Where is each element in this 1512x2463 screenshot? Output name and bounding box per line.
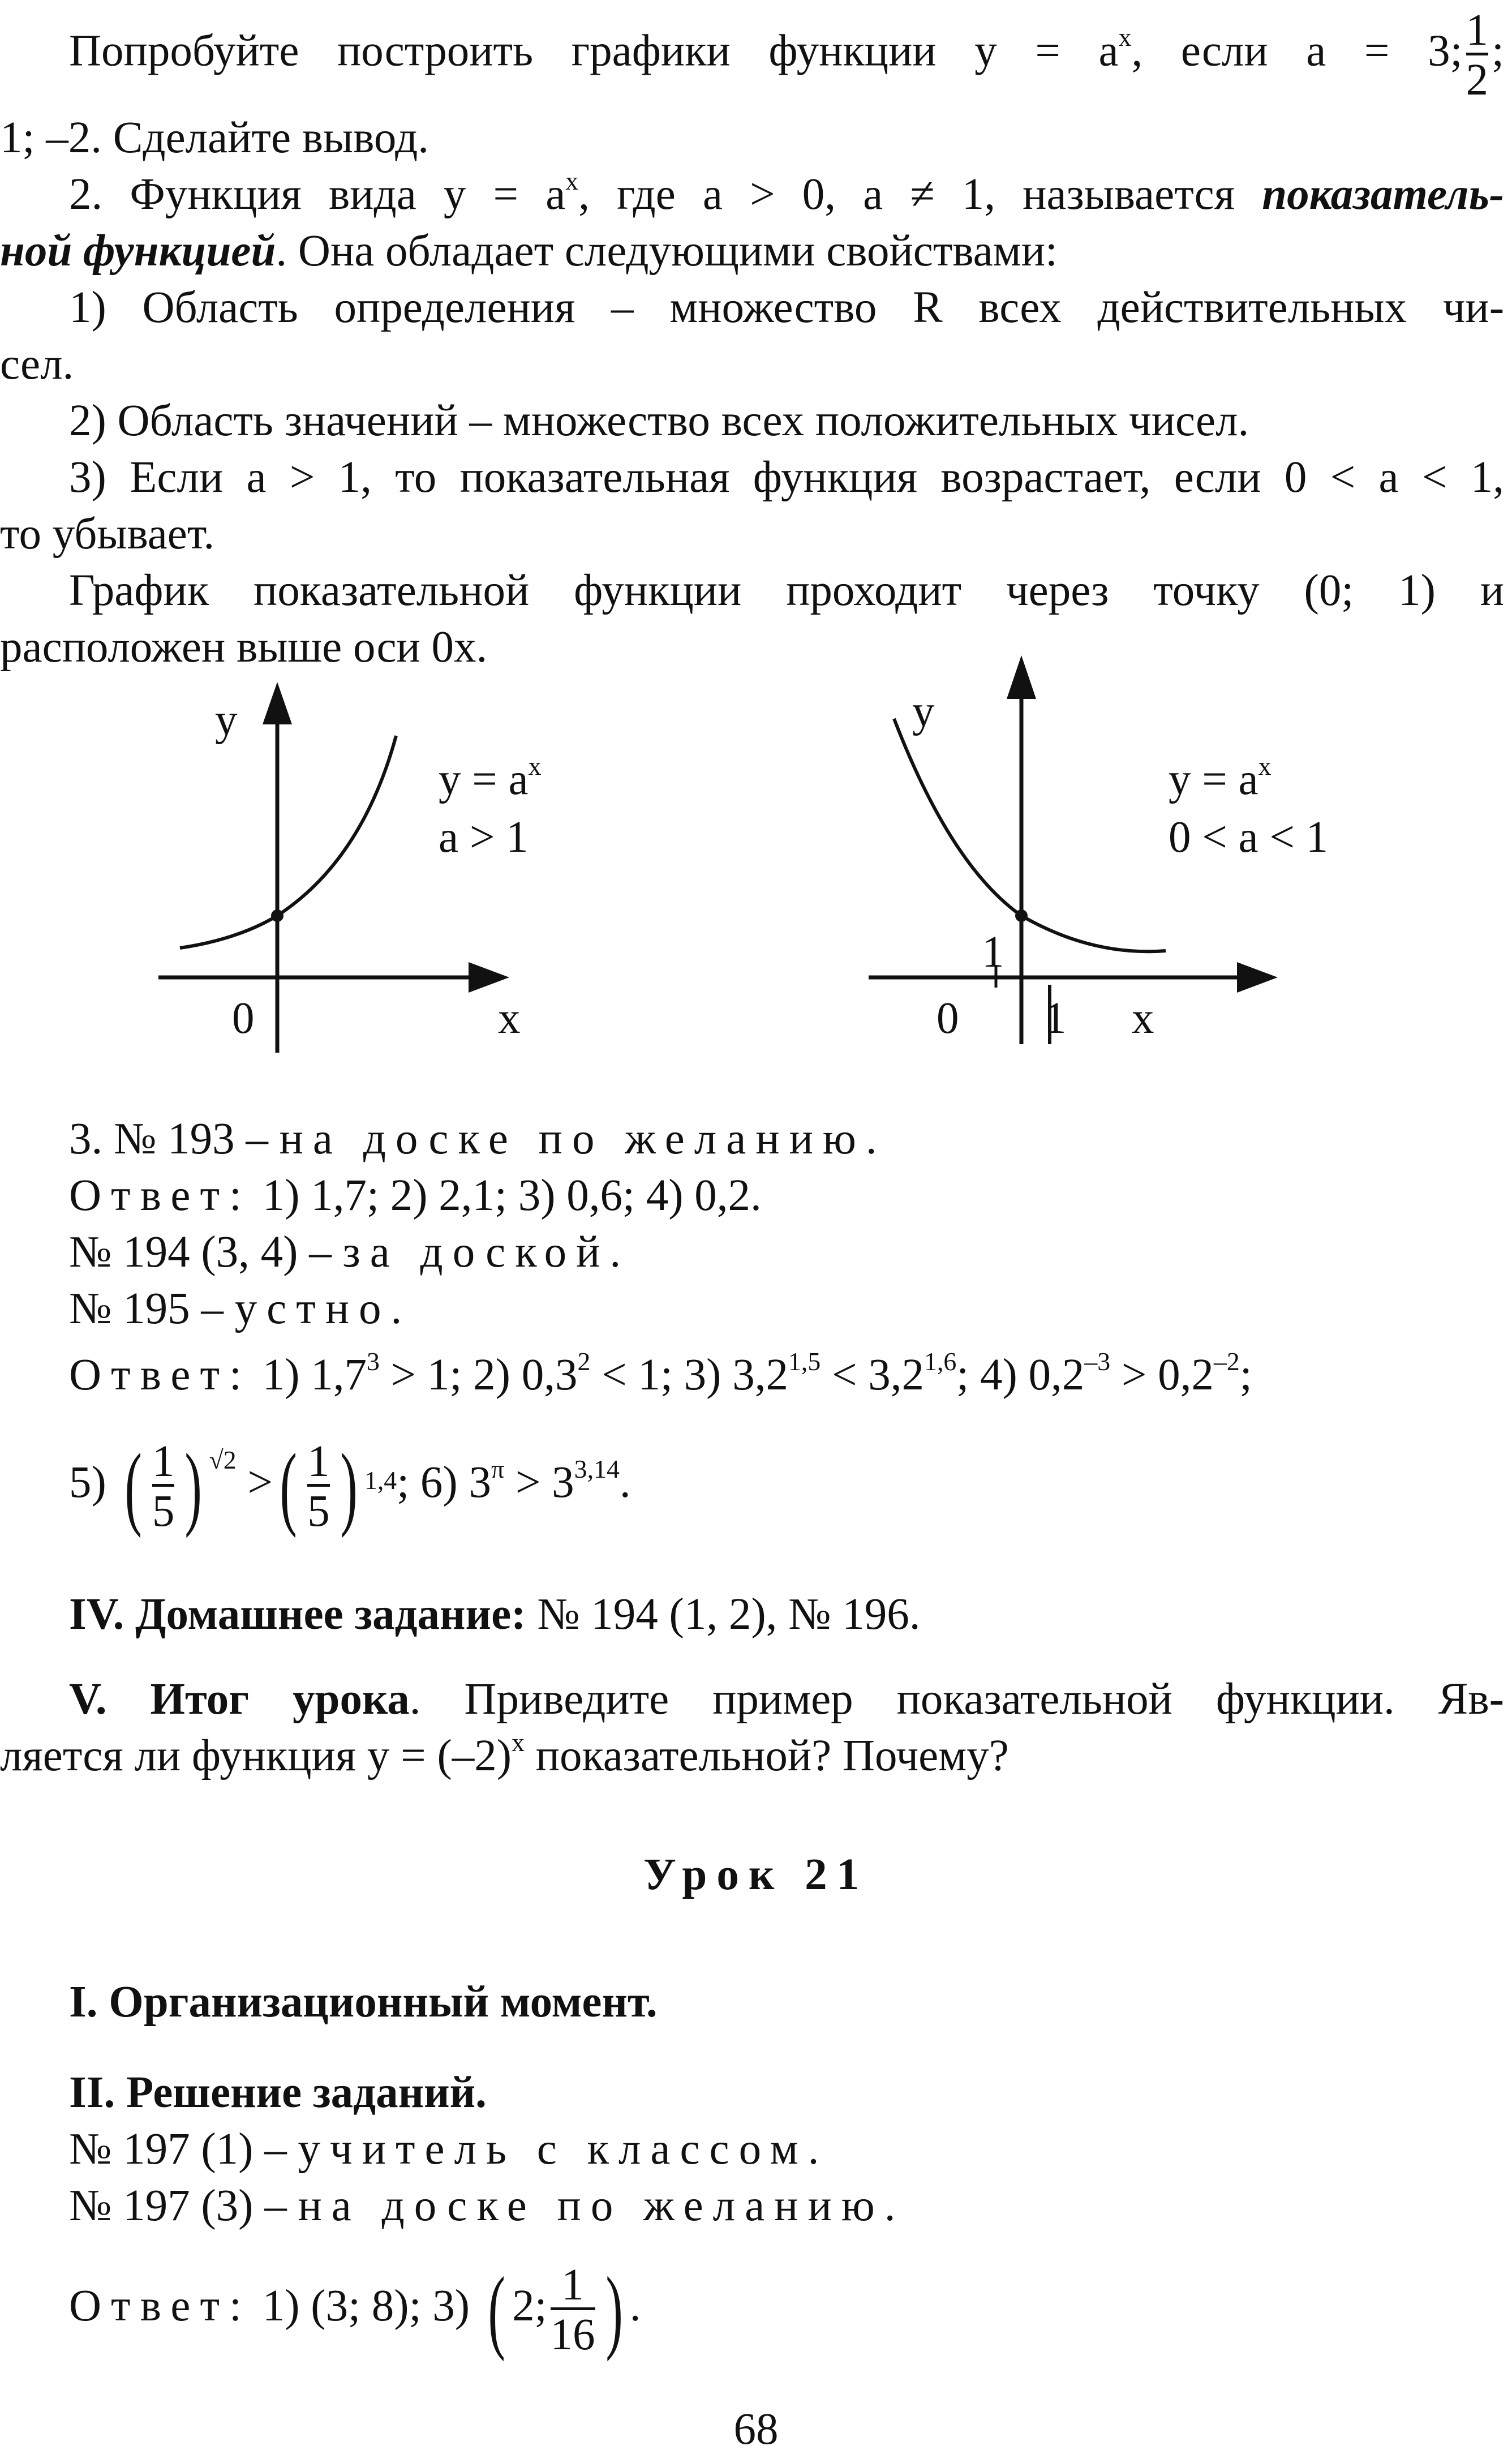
exponent: x <box>565 166 579 195</box>
numerator: 1 <box>1466 6 1489 55</box>
right-condition: 0 < a < 1 <box>1169 813 1329 862</box>
section-heading: V. Итог урока <box>69 1675 410 1724</box>
exponent: √2 <box>209 1445 237 1474</box>
text: ; <box>1492 26 1504 76</box>
text: 5) <box>69 1458 106 1507</box>
text: то убывает. <box>0 509 215 559</box>
summary-line <box>0 1672 1512 1727</box>
left-paren: ( <box>280 1434 297 1538</box>
text: 1) (3; 8); 3) <box>251 2281 470 2331</box>
spaced-text: Ответ: <box>69 1171 251 1220</box>
text: > 3 <box>504 1458 574 1507</box>
text: 1) Область определения – множество R всех действительных чи- <box>69 283 1504 332</box>
exponent: –2 <box>1213 1346 1240 1376</box>
exponent: x <box>1258 751 1272 780</box>
right-paren: ) <box>340 1434 358 1538</box>
right-origin-label: 0 <box>937 994 959 1043</box>
text: < 3,2 <box>821 1350 925 1400</box>
text: , где a > 0, a ≠ 1, называется <box>578 170 1235 219</box>
text: 3) Если a > 1, то показательная функция возрастает, если 0 < a < 1, <box>69 453 1504 502</box>
text: y = a <box>439 755 529 804</box>
lesson-title: Урок 21 <box>643 1850 869 1899</box>
page-number: 68 <box>733 2405 779 2454</box>
right-paren: ) <box>605 2257 623 2362</box>
spaced-text: на доске по желанию. <box>279 1114 887 1164</box>
text: показательной? Почему? <box>525 1731 1009 1780</box>
exponent: x <box>1118 23 1132 52</box>
spaced-text: за доской. <box>342 1228 631 1277</box>
text: . <box>629 2281 641 2331</box>
text: ляется ли функция y = (–2) <box>0 1731 512 1780</box>
text: расположен выше оси 0x. <box>0 623 488 672</box>
text: 1; –2. Сделайте вывод. <box>0 113 429 162</box>
left-origin-label: 0 <box>232 994 255 1043</box>
text-line <box>0 1225 1512 1280</box>
text-line <box>0 620 1512 675</box>
text-line <box>0 1169 1512 1223</box>
text-line <box>0 564 1512 618</box>
exponent: 1,6 <box>924 1346 957 1376</box>
fraction <box>1466 6 1489 105</box>
text: Попробуйте построить графики функции y = a <box>69 26 1119 76</box>
left-x-label: x <box>498 994 521 1043</box>
text-line <box>0 1282 1512 1336</box>
right-x-label: x <box>1132 994 1154 1043</box>
exponent: 1,5 <box>788 1346 821 1376</box>
text: № 197 (3) – <box>69 2181 287 2230</box>
right-y-label: y <box>912 687 935 736</box>
section-heading: IV. Домашнее задание: <box>69 1590 526 1639</box>
numerator: 1 <box>561 2260 584 2310</box>
fraction <box>152 1437 175 1537</box>
text-line <box>0 6 1512 105</box>
denominator: 5 <box>307 1484 330 1534</box>
decay-curve <box>894 719 1166 951</box>
section-heading: I. Организационный момент. <box>69 1977 658 2027</box>
exponent: 3 <box>367 1346 380 1376</box>
y-axis-arrow-icon <box>263 682 292 724</box>
exponent: 2 <box>577 1346 591 1376</box>
exponent: x <box>528 751 542 780</box>
text-line <box>0 111 1512 165</box>
text-line <box>0 450 1512 505</box>
text: сел. <box>0 340 74 389</box>
text: > 1; 2) 0,3 <box>379 1350 578 1400</box>
text: ; 4) 0,2 <box>956 1350 1085 1400</box>
text: . Она обладает следующими свойствами: <box>276 226 1058 276</box>
text: ; <box>1239 1350 1252 1400</box>
numerator: 1 <box>152 1437 175 1487</box>
text-line <box>0 507 1512 561</box>
term: ной функцией <box>0 226 276 276</box>
spaced-text: на доске по желанию. <box>298 2181 905 2230</box>
text: < 1; 3) 3,2 <box>590 1350 788 1400</box>
point-0-1 <box>271 909 284 922</box>
spaced-text: устно. <box>234 1284 412 1333</box>
exponent: 3,14 <box>574 1454 620 1483</box>
text: . Приведите пример показательной функции. Яв- <box>409 1675 1504 1724</box>
text-line <box>0 168 1512 228</box>
exponent: x <box>512 1727 525 1757</box>
text: . <box>619 1458 631 1507</box>
right-equation <box>1169 753 1272 813</box>
denominator: 5 <box>152 1484 175 1534</box>
numerator: 1 <box>307 1437 330 1487</box>
spaced-text: Ответ: <box>69 1350 251 1400</box>
text-line <box>0 2122 1512 2177</box>
text: № 195 – <box>69 1284 224 1333</box>
x-axis-arrow-icon <box>469 962 509 993</box>
left-condition: a > 1 <box>439 813 529 862</box>
term: показатель- <box>1262 170 1504 219</box>
spaced-text: учитель с классом. <box>298 2125 829 2174</box>
section-heading: II. Решение заданий. <box>69 2068 487 2117</box>
text: y = a <box>1169 755 1258 804</box>
text-line <box>0 224 1512 278</box>
text-line <box>0 1112 1512 1166</box>
denominator: 2 <box>1466 53 1489 102</box>
text: , если a = 3; <box>1131 26 1463 76</box>
text-line <box>0 2250 1512 2363</box>
text: 2) Область значений – множество всех положительных чисел. <box>69 396 1249 445</box>
exponent: π <box>491 1454 505 1483</box>
spaced-text: Ответ: <box>69 2281 251 2331</box>
text-line <box>0 337 1512 392</box>
text: 2. Функция вида y = a <box>69 170 566 219</box>
text: 2; <box>512 2281 547 2331</box>
summary-line <box>0 1729 1512 1789</box>
exponent: –3 <box>1084 1346 1111 1376</box>
right-paren: ) <box>184 1434 203 1538</box>
text-line <box>0 394 1512 448</box>
text: 1) 1,7; 2) 2,1; 3) 0,6; 4) 0,2. <box>262 1171 762 1220</box>
text: 1) 1,7 <box>262 1350 367 1400</box>
right-x-one-label: 1 <box>1044 994 1067 1043</box>
text: > <box>247 1458 273 1507</box>
point-0-1 <box>1015 909 1028 922</box>
text: 3. № 193 – <box>69 1114 268 1164</box>
text: График показательной функции проходит через точку (0; 1) и <box>69 566 1504 615</box>
x-axis-arrow-icon <box>1237 962 1278 993</box>
left-equation <box>439 753 542 813</box>
text-line <box>0 281 1512 335</box>
fraction <box>307 1437 330 1537</box>
exponent: 1,4 <box>364 1466 397 1495</box>
denominator: 16 <box>551 2307 595 2357</box>
text: № 197 (1) – <box>69 2125 287 2174</box>
text: № 194 (1, 2), № 196. <box>526 1590 921 1639</box>
fraction <box>550 2260 595 2360</box>
text: ; 6) 3 <box>397 1458 491 1507</box>
text-line <box>0 1348 1512 1408</box>
text: № 194 (3, 4) – <box>69 1228 332 1277</box>
right-y-one-label: 1 <box>982 928 1004 977</box>
left-y-label: y <box>215 696 238 745</box>
left-paren: ( <box>124 1434 142 1538</box>
left-graph <box>158 682 509 1053</box>
homework-line <box>0 1587 1512 1642</box>
text-line <box>0 1432 1512 1539</box>
text-line <box>0 2179 1512 2233</box>
text: > 0,2 <box>1110 1350 1214 1400</box>
growth-curve <box>180 736 396 948</box>
left-paren: ( <box>488 2257 505 2362</box>
